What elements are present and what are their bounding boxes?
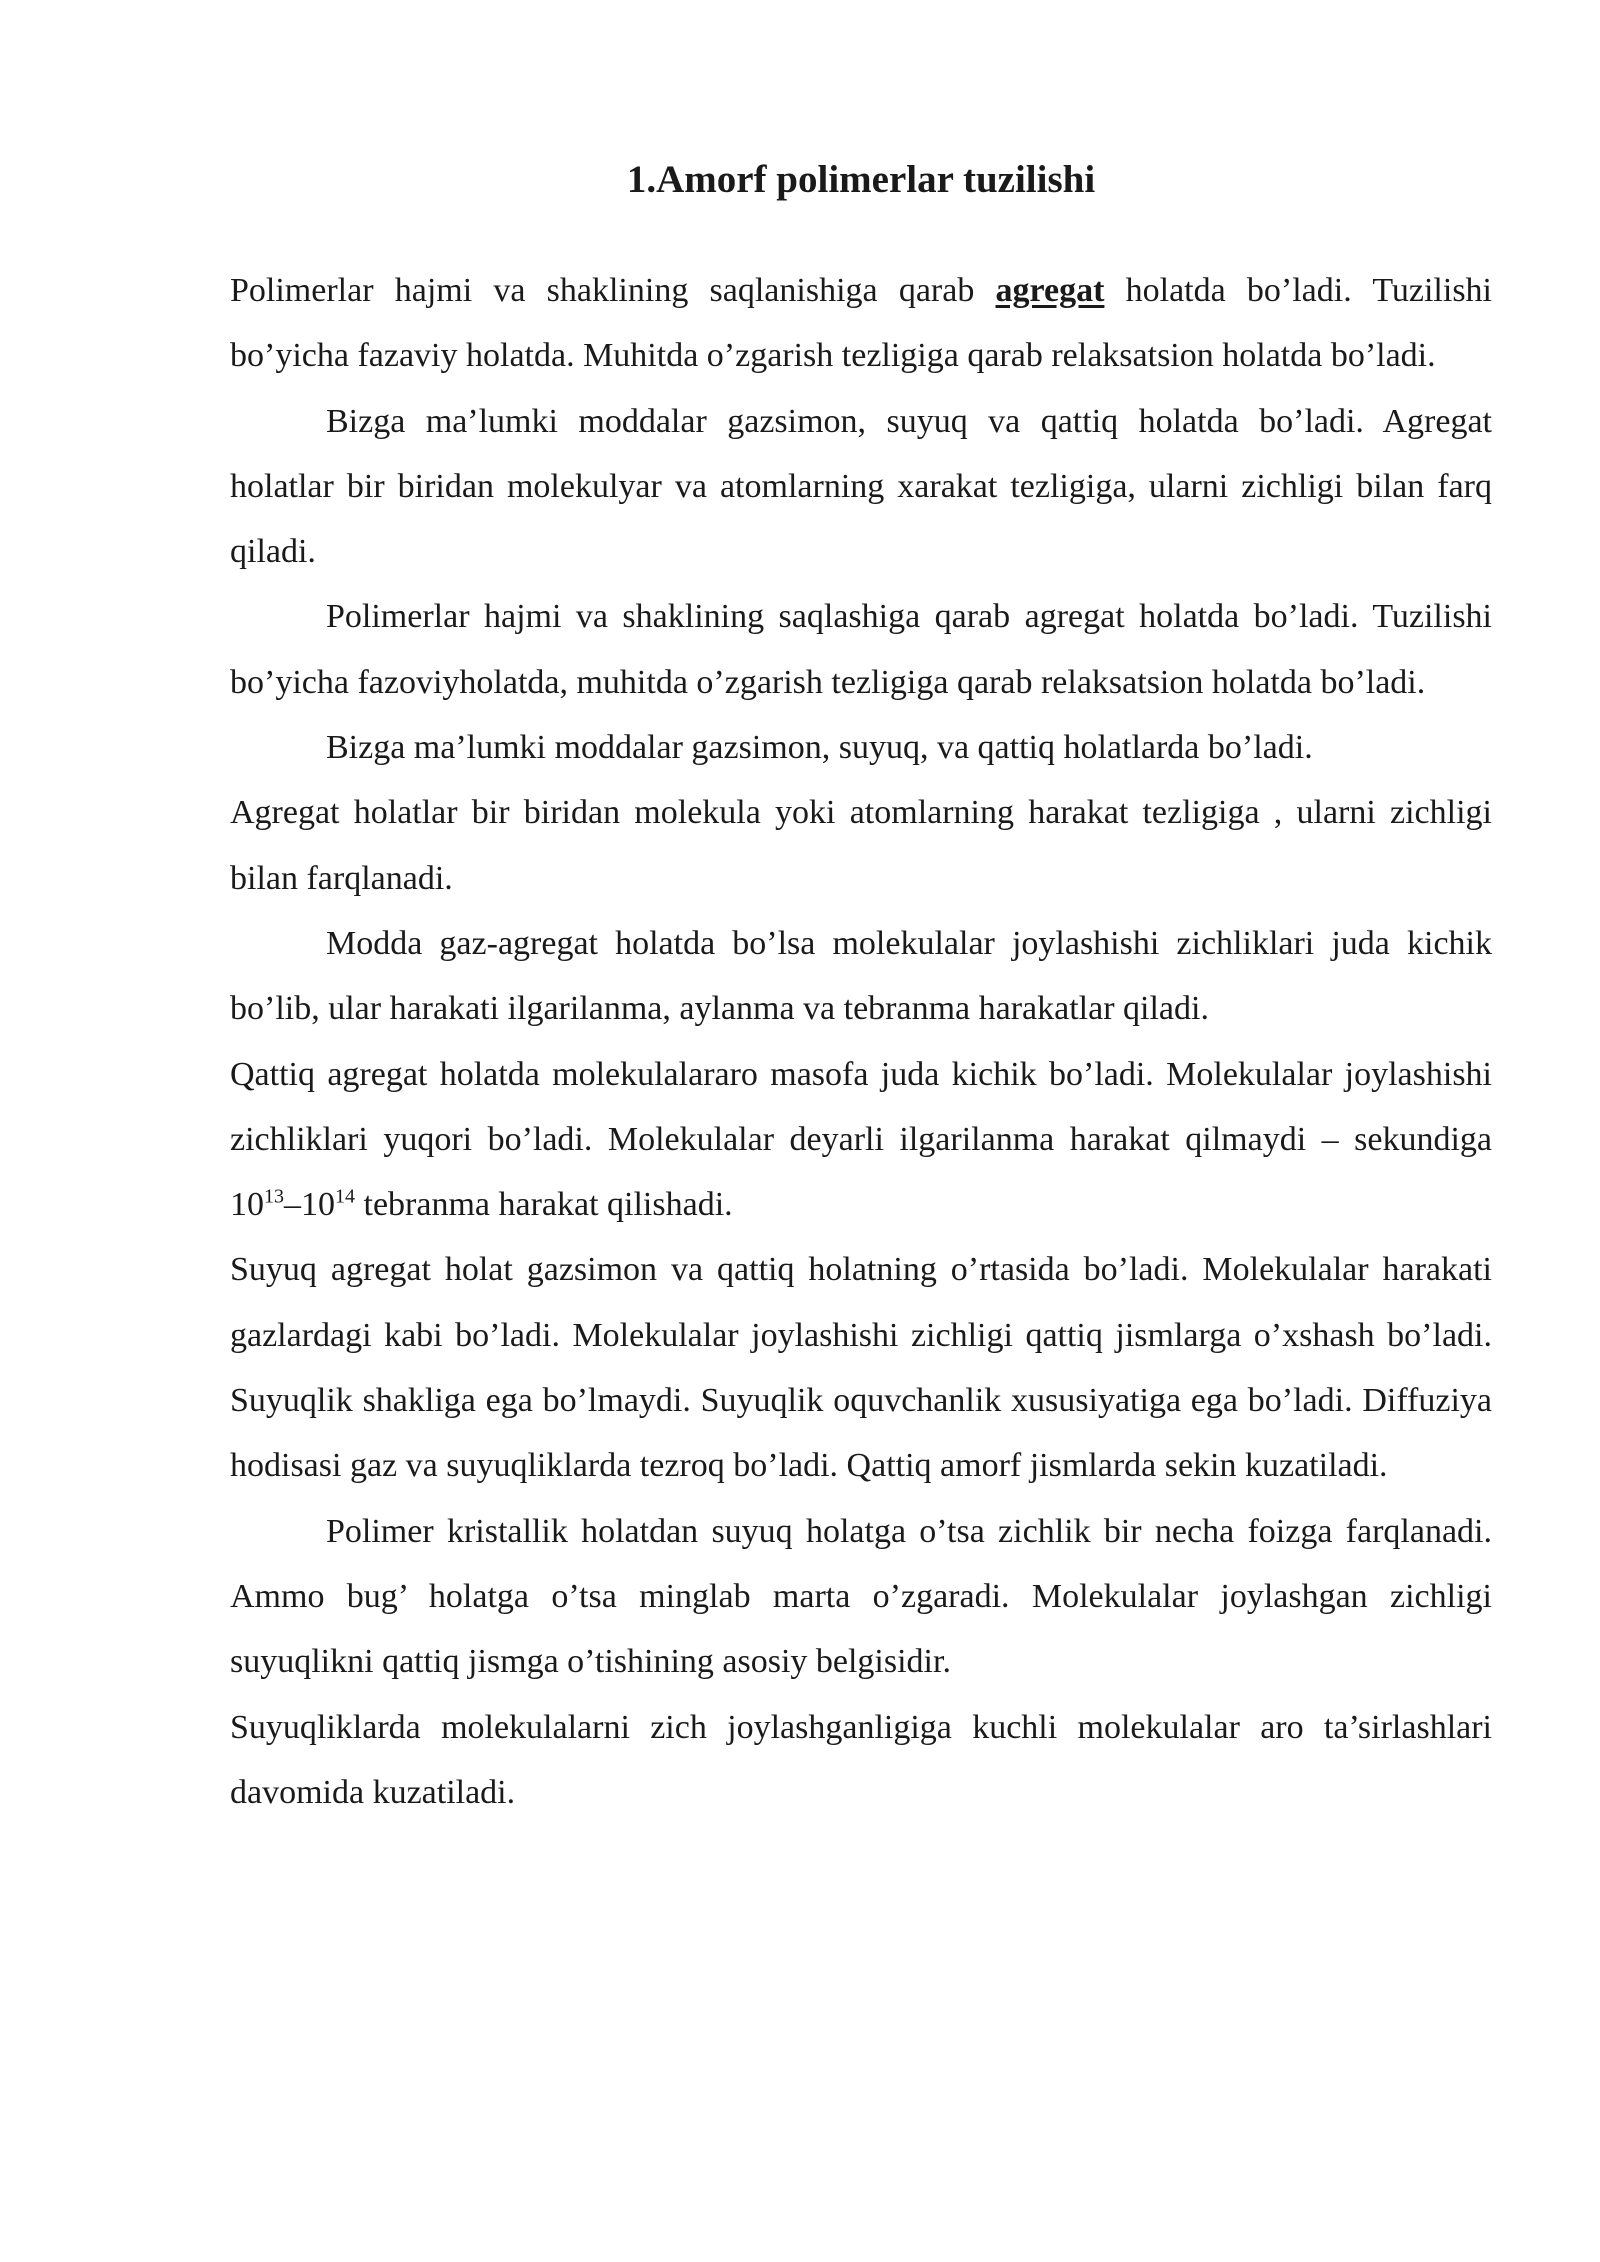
- paragraph-10: Suyuqliklarda molekulalarni zich joylashganligiga kuchli molekulalar aro ta’sirlashlari davomida kuzatiladi.: [230, 1708, 1492, 1811]
- paragraph-1-text-end: holatda bo’ladi. Tuzilishi bo’yicha fazaviy holatda. Muhitda o’zgarish tezligiga qarab relaksatsion holatda bo’ladi.: [230, 272, 1492, 375]
- paragraph-7-text-end: tebranma harakat qilishadi.: [355, 1186, 733, 1224]
- paragraph-1-text-start: Polimerlar hajmi va shaklining saqlanishiga qarab: [230, 272, 996, 309]
- document-page: [230, 150, 1492, 1825]
- paragraph-5: Agregat holatlar bir biridan molekula yoki atomlarning harakat tezligiga , ularni zichligi bilan farqlanadi.: [230, 794, 1492, 897]
- paragraph-2: Bizga ma’lumki moddalar gazsimon, suyuq va qattiq holatda bo’ladi. Agregat holatlar bir biridan molekulyar va atomlarning xarakat tezligiga, ularni zichligi bilan farq qiladi.: [230, 402, 1492, 571]
- paragraph-8: Suyuq agregat holat gazsimon va qattiq holatning o’rtasida bo’ladi. Molekulalar harakati gazlardagi kabi bo’ladi. Molekulalar joylashishi zichligi qattiq jismlarga o’xshash bo’ladi. Suyuqlik shakliga ega bo’lmaydi. Suyuqlik oquvchanlik xususiyatiga ega bo’ladi. Diffuziya hodisasi gaz va suyuqliklarda tezroq bo’ladi. Qattiq amorf jismlarda sekin kuzatiladi.: [230, 1251, 1492, 1485]
- paragraph-6: Modda gaz-agregat holatda bo’lsa molekulalar joylashishi zichliklari juda kichik bo’lib, ular harakati ilgarilanma, aylanma va tebranma harakatlar qiladi.: [230, 924, 1492, 1028]
- paragraph-9: Polimer kristallik holatdan suyuq holatga o’tsa zichlik bir necha foizga farqlanadi. Ammo bug’ holatga o’tsa minglab marta o’zgaradi. Molekulalar joylashgan zichligi suyuqlikni qattiq jismga o’tishining asosiy belgisidir.: [230, 1512, 1492, 1681]
- keyword-agregat: agregat: [995, 272, 1105, 309]
- document-title: 1.Amorf polimerlar tuzilishi: [626, 158, 1096, 201]
- paragraph-7-text-start: Qattiq agregat holatda molekulalararo masofa juda kichik bo’ladi. Molekulalar joylashishi zichliklari yuqori bo’ladi. Molekulalar deyarli ilgarilanma harakat qilmaydi – sekundiga 10: [230, 1055, 1492, 1224]
- paragraph-7-range-dash: –10: [284, 1186, 335, 1224]
- exponent-13: 13: [264, 1185, 284, 1208]
- paragraph-4: Bizga ma’lumki moddalar gazsimon, suyuq, va qattiq holatlarda bo’ladi.: [326, 729, 1313, 767]
- paragraph-3: Polimerlar hajmi va shaklining saqlashiga qarab agregat holatda bo’ladi. Tuzilishi bo’yicha fazoviyholatda, muhitda o’zgarish tezligiga qarab relaksatsion holatda bo’ladi.: [230, 598, 1492, 701]
- exponent-14: 14: [335, 1185, 355, 1208]
- paragraph-7: [230, 1042, 1492, 1238]
- paragraph-1: [230, 258, 1492, 389]
